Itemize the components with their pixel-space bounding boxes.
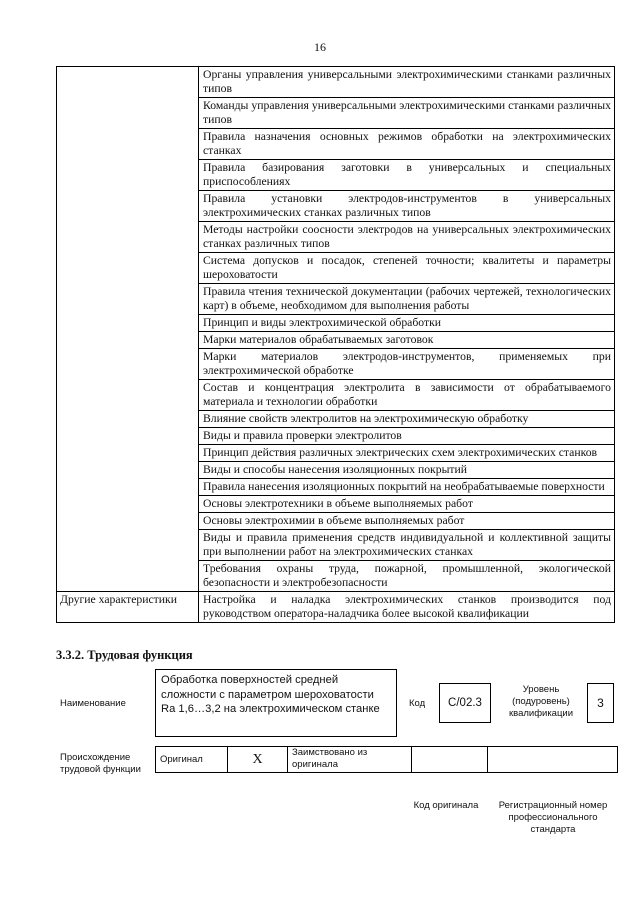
knowledge-item: Виды и способы нанесения изоляционных покрытий (199, 462, 615, 479)
knowledge-item: Марки материалов электродов-инструментов, применяемых при электрохимической обработке (199, 349, 615, 380)
original-mark: X (228, 747, 288, 773)
knowledge-item: Требования охраны труда, пожарной, промышленной, экологической безопасности и электробезопасности (199, 561, 615, 592)
code-value: С/02.3 (439, 683, 491, 723)
code-label: Код (409, 698, 426, 709)
knowledge-item: Органы управления универсальными электрохимическими станками различных типов (199, 67, 615, 98)
knowledge-item: Виды и правила применения средств индивидуальной и коллективной защиты при выполнении работ на электрохимических станках (199, 530, 615, 561)
code-original-cell (412, 747, 488, 773)
knowledge-item: Правила установки электродов-инструментов в универсальных электрохимических станках различных типов (199, 191, 615, 222)
function-name-field: Обработка поверхностей средней сложности с параметром шероховатости Ra 1,6…3,2 на электрохимическом станке (155, 669, 397, 737)
origin-label: Происхождение трудовой функции (60, 752, 141, 775)
knowledge-item: Правила чтения технической документации (рабочих чертежей, технологических карт) в объеме, необходимом для выполнения работы (199, 284, 615, 315)
knowledge-item: Марки материалов обрабатываемых заготовок (199, 332, 615, 349)
level-label: Уровень (подуровень) квалификации (508, 684, 574, 719)
original-label: Оригинал (156, 747, 228, 773)
knowledge-item: Правила назначения основных режимов обработки на электрохимических станках (199, 129, 615, 160)
reg-number-label: Регистрационный номер профессионального стандарта (498, 800, 608, 835)
origin-table (155, 746, 618, 773)
level-value: 3 (587, 683, 614, 723)
knowledge-table (56, 66, 615, 623)
knowledge-item: Правила базирования заготовки в универсальных и специальных приспособлениях (199, 160, 615, 191)
knowledge-item: Виды и правила проверки электролитов (199, 428, 615, 445)
other-characteristics-text: Настройка и наладка электрохимических станков производится под руководством оператора-наладчика более высокой квалификации (199, 592, 615, 623)
section-title: 3.3.2. Трудовая функция (56, 648, 193, 662)
knowledge-item: Правила нанесения изоляционных покрытий на необрабатываемые поверхности (199, 479, 615, 496)
page-number: 16 (314, 40, 326, 54)
knowledge-item: Основы электрохимии в объеме выполняемых работ (199, 513, 615, 530)
knowledge-item: Принцип действия различных электрических схем электрохимических станков (199, 445, 615, 462)
table-row (156, 747, 618, 773)
knowledge-item: Методы настройки соосности электродов на универсальных электрохимических станках различных типов (199, 222, 615, 253)
table-row-other (57, 592, 615, 623)
empty-label-cell (57, 67, 199, 592)
other-characteristics-label: Другие характеристики (57, 592, 199, 623)
knowledge-item: Влияние свойств электролитов на электрохимическую обработку (199, 411, 615, 428)
knowledge-item: Принцип и виды электрохимической обработки (199, 315, 615, 332)
knowledge-item: Система допусков и посадок, степеней точности; квалитеты и параметры шероховатости (199, 253, 615, 284)
table-row (57, 67, 615, 98)
reg-number-cell (488, 747, 618, 773)
name-label: Наименование (60, 698, 126, 709)
knowledge-item: Состав и концентрация электролита в зависимости от обрабатываемого материала и технологии обработки (199, 380, 615, 411)
code-original-label: Код оригинала (413, 800, 479, 811)
knowledge-item: Команды управления универсальными электрохимическими станками различных типов (199, 98, 615, 129)
knowledge-item: Основы электротехники в объеме выполняемых работ (199, 496, 615, 513)
borrowed-label: Заимствовано из оригинала (288, 747, 412, 773)
